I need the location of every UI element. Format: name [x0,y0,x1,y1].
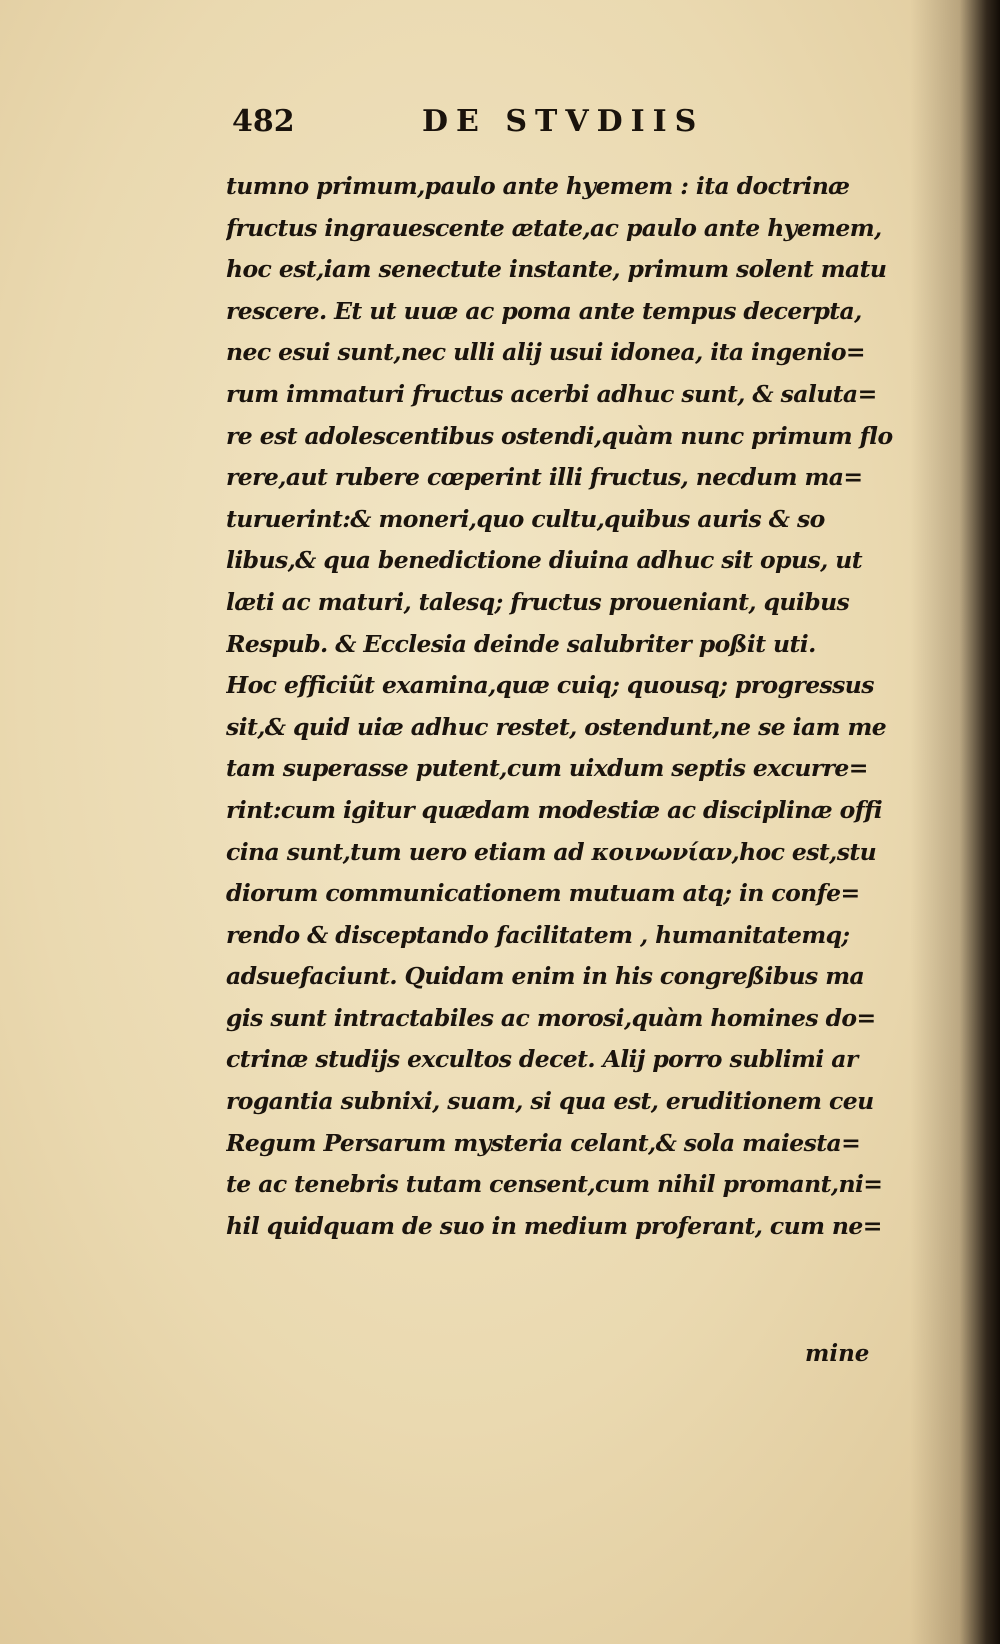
text-line: rogantia subnixi, suam, si qua est, eruditionem ceu [226,1087,874,1116]
text-line: sit,& quid uiæ adhuc restet, ostendunt,ne se iam me [226,712,887,741]
body-text [226,166,916,1247]
text-line: diorum communicationem mutuam atq; in confe= [226,879,860,908]
text-line: tam superasse putent,cum uixdum septis excurre= [226,754,868,783]
page-number: 482 [232,104,295,139]
text-line: re est adolescentibus ostendi,quàm nunc primum flo [226,421,893,450]
text-line: te ac tenebris tutam censent,cum nihil promant,ni= [226,1170,883,1199]
text-line: Respub. & Ecclesia deinde salubriter poßit uti. [226,629,816,658]
text-line: rescere. Et ut uuæ ac poma ante tempus decerpta, [226,296,862,325]
text-line: ctrinæ studijs excultos decet. Alij porro sublimi ar [226,1045,858,1074]
catchword: mine [805,1340,870,1367]
text-line: rere,aut rubere cœperint illi fructus, necdum ma= [226,463,863,492]
text-line: gis sunt intractabiles ac morosi,quàm homines do= [226,1003,876,1032]
running-head: DE STVDIIS [422,104,705,139]
text-line: nec esui sunt,nec ulli alij usui idonea, ita ingenio= [226,338,866,367]
text-line: rendo & disceptando facilitatem , humanitatemq; [226,920,850,949]
text-line: hil quidquam de suo in medium proferant, cum ne= [226,1211,882,1240]
text-line: turuerint:& moneri,quo cultu,quibus auris & so [226,504,825,533]
text-line: tumno primum,paulo ante hyemem : ita doctrinæ [226,172,850,200]
text-line: læti ac maturi, talesq; fructus proueniant, quibus [226,587,850,616]
text-line: fructus ingrauescente ætate,ac paulo ante hyemem, [226,213,882,242]
text-line: Hoc efficiũt examina,quæ cuiq; quousq; progressus [226,671,874,700]
page-header [232,104,792,148]
text-line: Regum Persarum mysteria celant,& sola maiesta= [226,1128,861,1157]
text-line: hoc est,iam senectute instante, primum solent matu [226,255,887,284]
text-line: cina sunt,tum uero etiam ad κοινωνίαν,hoc est,stu [226,837,877,866]
text-line: rum immaturi fructus acerbi adhuc sunt, & saluta= [226,379,877,408]
text-line: adsuefaciunt. Quidam enim in his congreßibus ma [226,962,865,991]
text-line: rint:cum igitur quædam modestiæ ac disciplinæ offi [226,795,883,824]
text-line: libus,& qua benedictione diuina adhuc sit opus, ut [226,546,862,575]
